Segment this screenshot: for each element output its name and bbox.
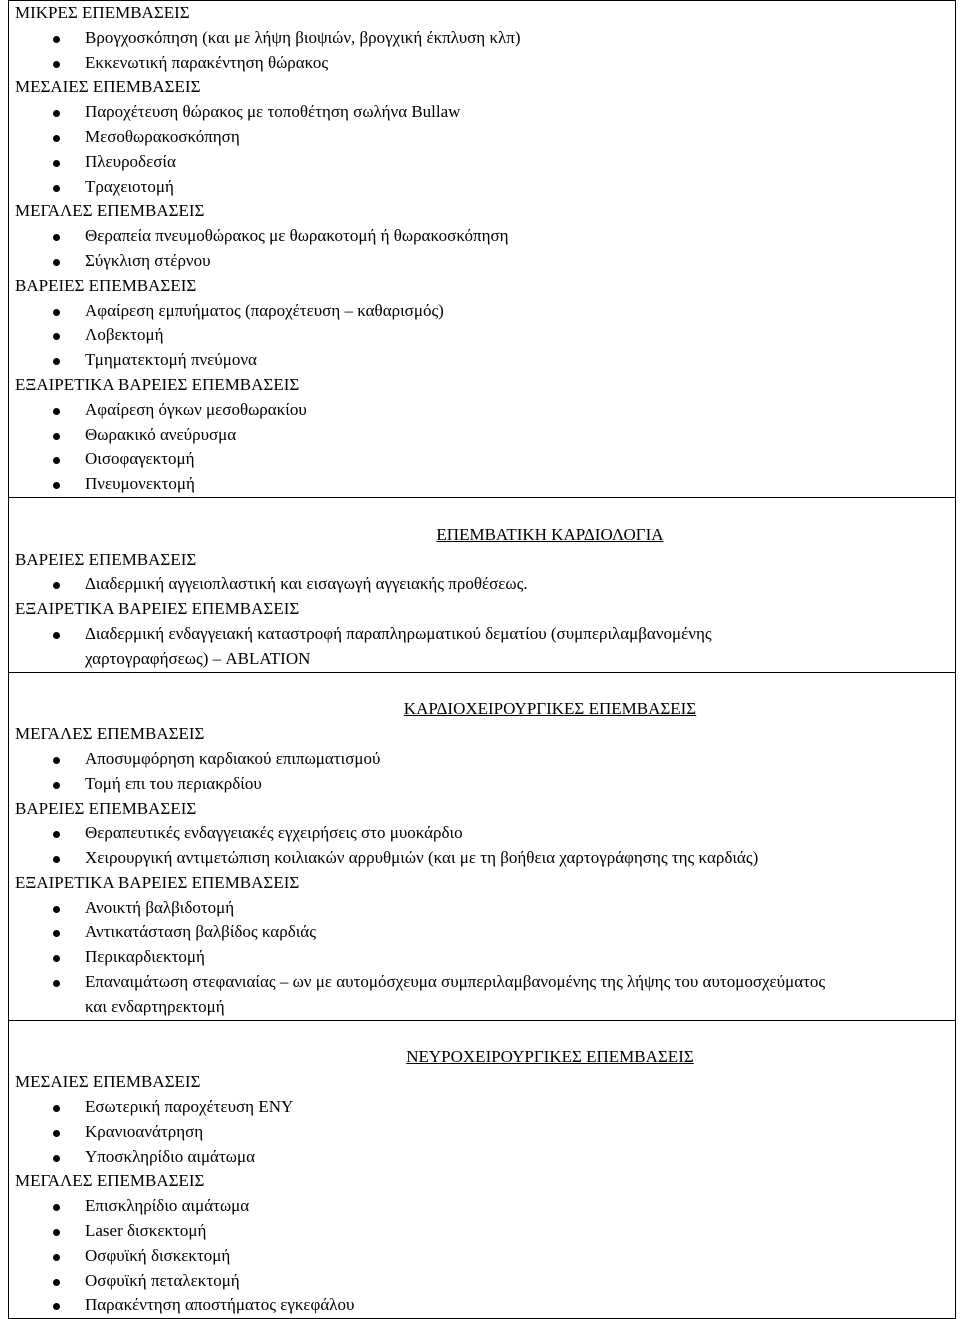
list-item bbox=[15, 821, 955, 846]
list-item bbox=[15, 1120, 955, 1145]
section-row bbox=[9, 1, 956, 498]
category-heading: ΕΞΑΙΡΕΤΙΚΑ ΒΑΡΕΙΕΣ ΕΠΕΜΒΑΣΕΙΣ bbox=[15, 872, 300, 892]
list-item bbox=[15, 896, 955, 921]
spacer bbox=[15, 1021, 955, 1046]
list-item bbox=[15, 945, 955, 970]
bullet-icon bbox=[53, 61, 60, 68]
list-item-text: Υποσκληρίδιο αιμάτωμα bbox=[85, 1146, 256, 1166]
section-title: ΝΕΥΡΟΧΕΙΡΟΥΡΓΙΚΕΣ ΕΠΕΜΒΑΣΕΙΣ bbox=[406, 1047, 694, 1067]
list-item-text: Παροχέτευση θώρακος με τοποθέτηση σωλήνα Bullaw bbox=[85, 102, 461, 122]
section-row bbox=[9, 1020, 956, 1319]
bullet-icon bbox=[53, 309, 60, 316]
bullet-icon bbox=[53, 259, 60, 266]
category-heading: ΒΑΡΕΙΕΣ ΕΠΕΜΒΑΣΕΙΣ bbox=[15, 798, 197, 818]
list-item bbox=[15, 846, 955, 871]
list-item-text: Τραχειοτομή bbox=[85, 176, 174, 196]
bullet-icon bbox=[53, 1155, 60, 1162]
list-item bbox=[15, 224, 955, 249]
list-item-text: Αποσυμφόρηση καρδιακού επιπωματισμού bbox=[85, 748, 381, 768]
list-item bbox=[15, 622, 955, 647]
list-item bbox=[15, 1293, 955, 1318]
section-cell bbox=[9, 1, 956, 498]
list-item-text: Οισοφαγεκτομή bbox=[85, 449, 195, 469]
spacer bbox=[15, 498, 955, 523]
list-item bbox=[15, 1145, 955, 1170]
category-heading: ΒΑΡΕΙΕΣ ΕΠΕΜΒΑΣΕΙΣ bbox=[15, 549, 197, 569]
bullet-icon bbox=[53, 234, 60, 241]
bullet-icon bbox=[53, 457, 60, 464]
section-cell bbox=[9, 672, 956, 1020]
list-item bbox=[15, 572, 955, 597]
bullet-icon bbox=[53, 1303, 60, 1310]
list-item bbox=[15, 51, 955, 76]
bullet-icon bbox=[53, 1279, 60, 1286]
section-title: ΕΠΕΜΒΑΤΙΚΗ ΚΑΡΔΙΟΛΟΓΙΑ bbox=[436, 524, 664, 544]
list-item bbox=[15, 150, 955, 175]
category-heading: ΜΕΓΑΛΕΣ ΕΠΕΜΒΑΣΕΙΣ bbox=[15, 724, 205, 744]
list-item bbox=[15, 1194, 955, 1219]
bullet-icon bbox=[53, 930, 60, 937]
list-item-continuation: και ενδαρτηρεκτομή bbox=[85, 996, 225, 1016]
section-cell bbox=[9, 1020, 956, 1319]
list-item-text: Σύγκλιση στέρνου bbox=[85, 250, 211, 270]
list-item bbox=[15, 447, 955, 472]
bullet-icon bbox=[53, 856, 60, 863]
section-title: ΚΑΡΔΙΟΧΕΙΡΟΥΡΓΙΚΕΣ ΕΠΕΜΒΑΣΕΙΣ bbox=[403, 699, 697, 719]
bullet-icon bbox=[53, 135, 60, 142]
list-item-text: Αντικατάσταση βαλβίδος καρδιάς bbox=[85, 922, 316, 942]
list-item-text: Κρανιοανάτρηση bbox=[85, 1121, 204, 1141]
list-item-text: Πνευμονεκτομή bbox=[85, 474, 195, 494]
category-heading: ΜΕΣΑΙΕΣ ΕΠΕΜΒΑΣΕΙΣ bbox=[15, 77, 201, 97]
list-item bbox=[15, 1219, 955, 1244]
list-item-text: Διαδερμική ενδαγγειακή καταστροφή παραπληρωματικού δεματίου (συμπεριλαμβανομένης bbox=[85, 623, 712, 643]
list-item-text: Θωρακικό ανεύρυσμα bbox=[85, 424, 237, 444]
bullet-icon bbox=[53, 980, 60, 987]
bullet-icon bbox=[53, 632, 60, 639]
category-heading: ΜΕΣΑΙΕΣ ΕΠΕΜΒΑΣΕΙΣ bbox=[15, 1072, 201, 1092]
bullet-icon bbox=[53, 906, 60, 913]
list-item-text: Τμηματεκτομή πνεύμονα bbox=[85, 350, 257, 370]
bullet-icon bbox=[53, 160, 60, 167]
spacer bbox=[15, 673, 955, 698]
category-heading: ΒΑΡΕΙΕΣ ΕΠΕΜΒΑΣΕΙΣ bbox=[15, 275, 197, 295]
bullet-icon bbox=[53, 185, 60, 192]
bullet-icon bbox=[53, 782, 60, 789]
list-item-text: Οσφυϊκή πεταλεκτομή bbox=[85, 1270, 240, 1290]
list-item bbox=[15, 747, 955, 772]
section-row bbox=[9, 497, 956, 672]
list-item bbox=[15, 100, 955, 125]
list-item bbox=[15, 772, 955, 797]
list-item-text: Διαδερμική αγγειοπλαστική και εισαγωγή αγγειακής προθέσεως. bbox=[85, 574, 528, 594]
bullet-icon bbox=[53, 757, 60, 764]
list-item-continuation: χαρτογραφήσεως) – ABLATION bbox=[85, 648, 311, 668]
list-item bbox=[15, 299, 955, 324]
list-item bbox=[15, 920, 955, 945]
list-item bbox=[15, 348, 955, 373]
list-item-text: Οσφυϊκή δισκεκτομή bbox=[85, 1245, 231, 1265]
list-item bbox=[15, 125, 955, 150]
list-item-text: Εσωτερική παροχέτευση ΕΝΥ bbox=[85, 1097, 294, 1117]
bullet-icon bbox=[53, 433, 60, 440]
list-item-text: Τομή επι του περιακρδίου bbox=[85, 773, 262, 793]
list-item-text: Περικαρδιεκτομή bbox=[85, 947, 205, 967]
list-item-text: Αφαίρεση εμπυήματος (παροχέτευση – καθαρισμός) bbox=[85, 300, 444, 320]
list-item bbox=[15, 423, 955, 448]
list-item-text: Laser δισκεκτομή bbox=[85, 1221, 207, 1241]
bullet-icon bbox=[53, 582, 60, 589]
bullet-icon bbox=[53, 333, 60, 340]
category-heading: ΕΞΑΙΡΕΤΙΚΑ ΒΑΡΕΙΕΣ ΕΠΕΜΒΑΣΕΙΣ bbox=[15, 599, 300, 619]
list-item-text: Επισκληρίδιο αιμάτωμα bbox=[85, 1196, 250, 1216]
bullet-icon bbox=[53, 955, 60, 962]
list-item-text: Πλευροδεσία bbox=[85, 151, 176, 171]
category-heading: ΜΙΚΡΕΣ ΕΠΕΜΒΑΣΕΙΣ bbox=[15, 3, 190, 22]
section-row bbox=[9, 672, 956, 1020]
list-item bbox=[15, 398, 955, 423]
list-item-text: Θεραπεία πνευμοθώρακος με θωρακοτομή ή θωρακοσκόπηση bbox=[85, 226, 509, 246]
list-item-text: Αφαίρεση όγκων μεσοθωρακίου bbox=[85, 399, 307, 419]
list-item-text: Ανοικτή βαλβιδοτομή bbox=[85, 897, 235, 917]
list-item bbox=[15, 1095, 955, 1120]
list-item-text: Μεσοθωρακοσκόπηση bbox=[85, 126, 240, 146]
list-item bbox=[15, 323, 955, 348]
list-item bbox=[15, 472, 955, 497]
list-item bbox=[15, 970, 955, 995]
bullet-icon bbox=[53, 1105, 60, 1112]
bullet-icon bbox=[53, 482, 60, 489]
bullet-icon bbox=[53, 110, 60, 117]
list-item-text: Επαναιμάτωση στεφανιαίας – ων με αυτομόσχευμα συμπεριλαμβανομένης της λήψης του αυτομοσχεύματος bbox=[85, 972, 826, 992]
bullet-icon bbox=[53, 1254, 60, 1261]
list-item-text: Θεραπευτικές ενδαγγειακές εγχειρήσεις στο μυοκάρδιο bbox=[85, 823, 463, 843]
bullet-icon bbox=[53, 1130, 60, 1137]
category-heading: ΕΞΑΙΡΕΤΙΚΑ ΒΑΡΕΙΕΣ ΕΠΕΜΒΑΣΕΙΣ bbox=[15, 374, 300, 394]
section-cell bbox=[9, 497, 956, 672]
list-item-text: Εκκενωτική παρακέντηση θώρακος bbox=[85, 52, 329, 72]
procedures-table bbox=[8, 0, 956, 1319]
list-item bbox=[15, 1244, 955, 1269]
category-heading: ΜΕΓΑΛΕΣ ΕΠΕΜΒΑΣΕΙΣ bbox=[15, 201, 205, 221]
list-item-text: Χειρουργική αντιμετώπιση κοιλιακών αρρυθμιών (και με τη βοήθεια χαρτογράφησης της καρδιάς) bbox=[85, 848, 759, 868]
list-item-text: Παρακέντηση αποστήματος εγκεφάλου bbox=[85, 1295, 355, 1315]
list-item-text: Βρογχοσκόπηση (και με λήψη βιοψιών, βρογχική έκπλυση κλπ) bbox=[85, 27, 521, 47]
bullet-icon bbox=[53, 36, 60, 43]
bullet-icon bbox=[53, 408, 60, 415]
list-item bbox=[15, 249, 955, 274]
bullet-icon bbox=[53, 831, 60, 838]
list-item-text: Λοβεκτομή bbox=[85, 325, 164, 345]
bullet-icon bbox=[53, 358, 60, 365]
list-item bbox=[15, 175, 955, 200]
bullet-icon bbox=[53, 1229, 60, 1236]
category-heading: ΜΕΓΑΛΕΣ ΕΠΕΜΒΑΣΕΙΣ bbox=[15, 1171, 205, 1191]
list-item bbox=[15, 26, 955, 51]
bullet-icon bbox=[53, 1204, 60, 1211]
